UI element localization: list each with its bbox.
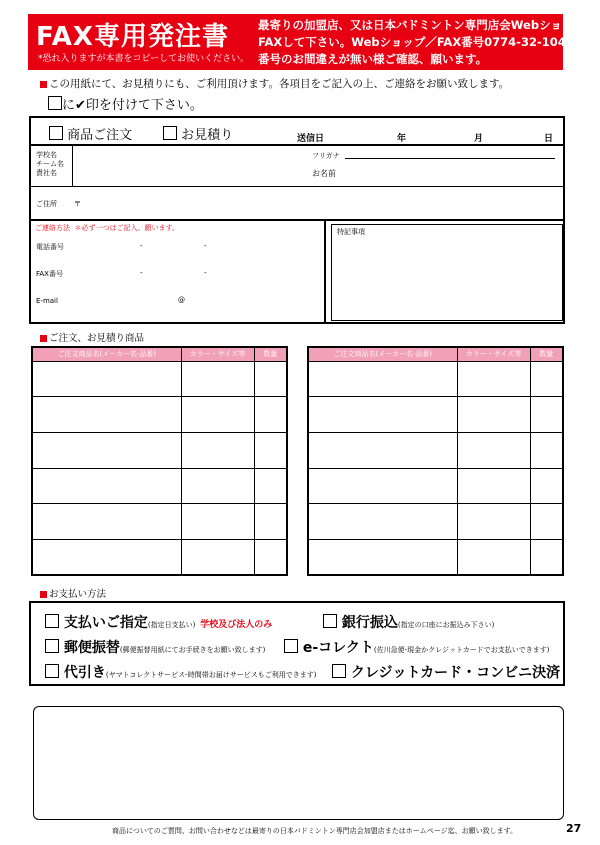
- qty-cell[interactable]: [254, 397, 287, 433]
- product-cell[interactable]: [32, 468, 181, 504]
- color-size-cell[interactable]: [181, 397, 254, 433]
- school-team-company-label: 学校名 チーム名 責社名: [36, 151, 64, 177]
- payment-section-heading: お支払い方法: [40, 586, 106, 600]
- order-table-right: [307, 346, 564, 576]
- header-subtitle: *恐れ入りますが本書をコピーしてお使いください。: [38, 54, 250, 64]
- fax-field[interactable]: [75, 265, 320, 283]
- table-row: [308, 468, 563, 504]
- fax-dash-1: -: [140, 269, 143, 277]
- product-cell[interactable]: [32, 397, 181, 433]
- header-line-3: 番号のお間違えが無い様ご確認、願います。: [258, 52, 488, 66]
- qty-cell[interactable]: [530, 432, 563, 468]
- col-qty-header: 数量: [254, 347, 287, 361]
- order-section-heading: ご注文、お見積り商品: [40, 330, 144, 344]
- page-title: FAX専用発注書: [36, 22, 229, 52]
- qty-cell[interactable]: [530, 539, 563, 575]
- checkbox[interactable]: [45, 664, 59, 678]
- day-label: 日: [544, 134, 554, 144]
- color-size-cell[interactable]: [457, 468, 530, 504]
- color-size-cell[interactable]: [457, 397, 530, 433]
- product-cell[interactable]: [308, 432, 457, 468]
- color-size-cell[interactable]: [181, 361, 254, 397]
- table-row: [32, 361, 287, 397]
- payment-box: [29, 601, 565, 686]
- estimate-checkbox[interactable]: [163, 126, 177, 140]
- page-number: 27: [566, 822, 582, 835]
- checkbox[interactable]: [323, 614, 337, 628]
- header-line-2: FAXして下さい。Webショップ／FAX番号0774-32-1041: [258, 35, 574, 49]
- red-square-icon: [40, 81, 47, 88]
- color-size-cell[interactable]: [181, 504, 254, 540]
- checkmark-icon: ✔: [75, 98, 86, 113]
- qty-cell[interactable]: [530, 468, 563, 504]
- qty-cell[interactable]: [254, 468, 287, 504]
- table-row: [32, 432, 287, 468]
- product-cell[interactable]: [308, 361, 457, 397]
- phone-label: 電話番号: [36, 243, 64, 251]
- col-color-size-header: カラー・サイズ等: [457, 347, 530, 361]
- payment-option-cash-on-delivery[interactable]: 代引き(ヤマトコレクトサービス-時間帯お届けサービスもご利用できます): [45, 662, 316, 682]
- phone-field[interactable]: [75, 238, 320, 256]
- name-field[interactable]: [345, 162, 555, 184]
- contact-method-label: ご連絡方法 ＊必ず一つはご記入、願います。: [35, 224, 179, 232]
- checkbox[interactable]: [284, 639, 298, 653]
- product-cell[interactable]: [308, 468, 457, 504]
- intro-line-1: この用紙にて、お見積りにも、ご利用頂けます。各項目をご記入の上、ご連絡をお願い致します。: [40, 76, 509, 91]
- product-cell[interactable]: [32, 432, 181, 468]
- order-checkbox-row[interactable]: 商品ご注文: [49, 124, 132, 143]
- qty-cell[interactable]: [254, 361, 287, 397]
- payment-option-designated[interactable]: 支払いご指定(指定日支払い) 学校及び法人のみ: [45, 612, 272, 632]
- qty-cell[interactable]: [530, 397, 563, 433]
- order-table-left: [31, 346, 288, 576]
- email-field[interactable]: [75, 292, 320, 310]
- name-label: お名前: [312, 169, 336, 178]
- checkbox[interactable]: [332, 664, 346, 678]
- product-cell[interactable]: [32, 504, 181, 540]
- table-row: [308, 432, 563, 468]
- checkbox-icon: [48, 96, 62, 110]
- color-size-cell[interactable]: [457, 432, 530, 468]
- phone-dash-1: -: [140, 242, 143, 250]
- email-label: E-mail: [36, 297, 58, 305]
- divider: [72, 146, 73, 186]
- notes-box[interactable]: [331, 224, 563, 321]
- table-row: [32, 504, 287, 540]
- product-cell[interactable]: [308, 539, 457, 575]
- furigana-label: フリガナ: [312, 152, 340, 160]
- free-notes-box[interactable]: [33, 706, 564, 820]
- table-row: [308, 397, 563, 433]
- header-line-1: 最寄りの加盟店、又は日本バドミントン専門店会Webショップ迄: [258, 18, 597, 32]
- table-row: [32, 539, 287, 575]
- postal-mark: 〒: [74, 200, 81, 208]
- fax-dash-2: -: [204, 269, 207, 277]
- fax-label: FAX番号: [36, 270, 63, 278]
- table-row: [32, 397, 287, 433]
- table-row: [32, 468, 287, 504]
- color-size-cell[interactable]: [181, 432, 254, 468]
- col-product-header: ご注文商品名(メーカー名·品番): [308, 347, 457, 361]
- email-at: @: [178, 296, 185, 304]
- qty-cell[interactable]: [254, 539, 287, 575]
- year-label: 年: [397, 134, 407, 144]
- color-size-cell[interactable]: [457, 361, 530, 397]
- estimate-checkbox-row[interactable]: お見積り: [163, 124, 233, 143]
- month-label: 月: [474, 134, 484, 144]
- school-name-field[interactable]: [74, 146, 304, 186]
- payment-option-postal-transfer[interactable]: 郵便振替(郵便振替用紙にてお手続きをお願い致します): [45, 637, 265, 657]
- notes-label: 特記事項: [337, 228, 365, 236]
- address-field[interactable]: [85, 188, 555, 218]
- payment-option-credit-convenience[interactable]: クレジットカード・コンビニ決済: [332, 662, 560, 682]
- send-date-label: 送信日: [297, 134, 325, 144]
- phone-dash-2: -: [204, 242, 207, 250]
- col-product-header: ご注文商品名(メーカー名·品番): [32, 347, 181, 361]
- qty-cell[interactable]: [530, 361, 563, 397]
- red-square-icon: [40, 335, 47, 342]
- product-cell[interactable]: [308, 397, 457, 433]
- product-cell[interactable]: [308, 504, 457, 540]
- product-cell[interactable]: [32, 539, 181, 575]
- address-label: ご住所: [36, 200, 57, 208]
- qty-cell[interactable]: [530, 504, 563, 540]
- color-size-cell[interactable]: [457, 504, 530, 540]
- color-size-cell[interactable]: [181, 468, 254, 504]
- color-size-cell[interactable]: [457, 539, 530, 575]
- table-row: [308, 361, 563, 397]
- table-row: [308, 539, 563, 575]
- product-cell[interactable]: [32, 361, 181, 397]
- order-checkbox[interactable]: [49, 126, 63, 140]
- divider: [31, 186, 563, 187]
- color-size-cell[interactable]: [181, 539, 254, 575]
- red-square-icon: [40, 591, 47, 598]
- qty-cell[interactable]: [254, 504, 287, 540]
- intro-line-2: に✔印を付けて下さい。: [48, 94, 203, 113]
- furigana-field[interactable]: [345, 158, 555, 159]
- header-banner: [28, 14, 597, 70]
- footer-text: 商品についてのご質問、お問い合わせなどは最寄りの日本バドミントン専門店会加盟店またはホームページ迄、お願い致します。: [112, 827, 518, 835]
- col-qty-header: 数量: [530, 347, 563, 361]
- qty-cell[interactable]: [254, 432, 287, 468]
- col-color-size-header: カラー・サイズ等: [181, 347, 254, 361]
- payment-option-bank-transfer[interactable]: 銀行振込(指定の口座にお振込み下さい): [323, 612, 494, 632]
- checkbox[interactable]: [45, 614, 59, 628]
- checkbox[interactable]: [45, 639, 59, 653]
- payment-option-e-collect[interactable]: e-コレクト(佐川急便-現金かクレジットカードでお支払いできます): [284, 637, 550, 657]
- table-row: [308, 504, 563, 540]
